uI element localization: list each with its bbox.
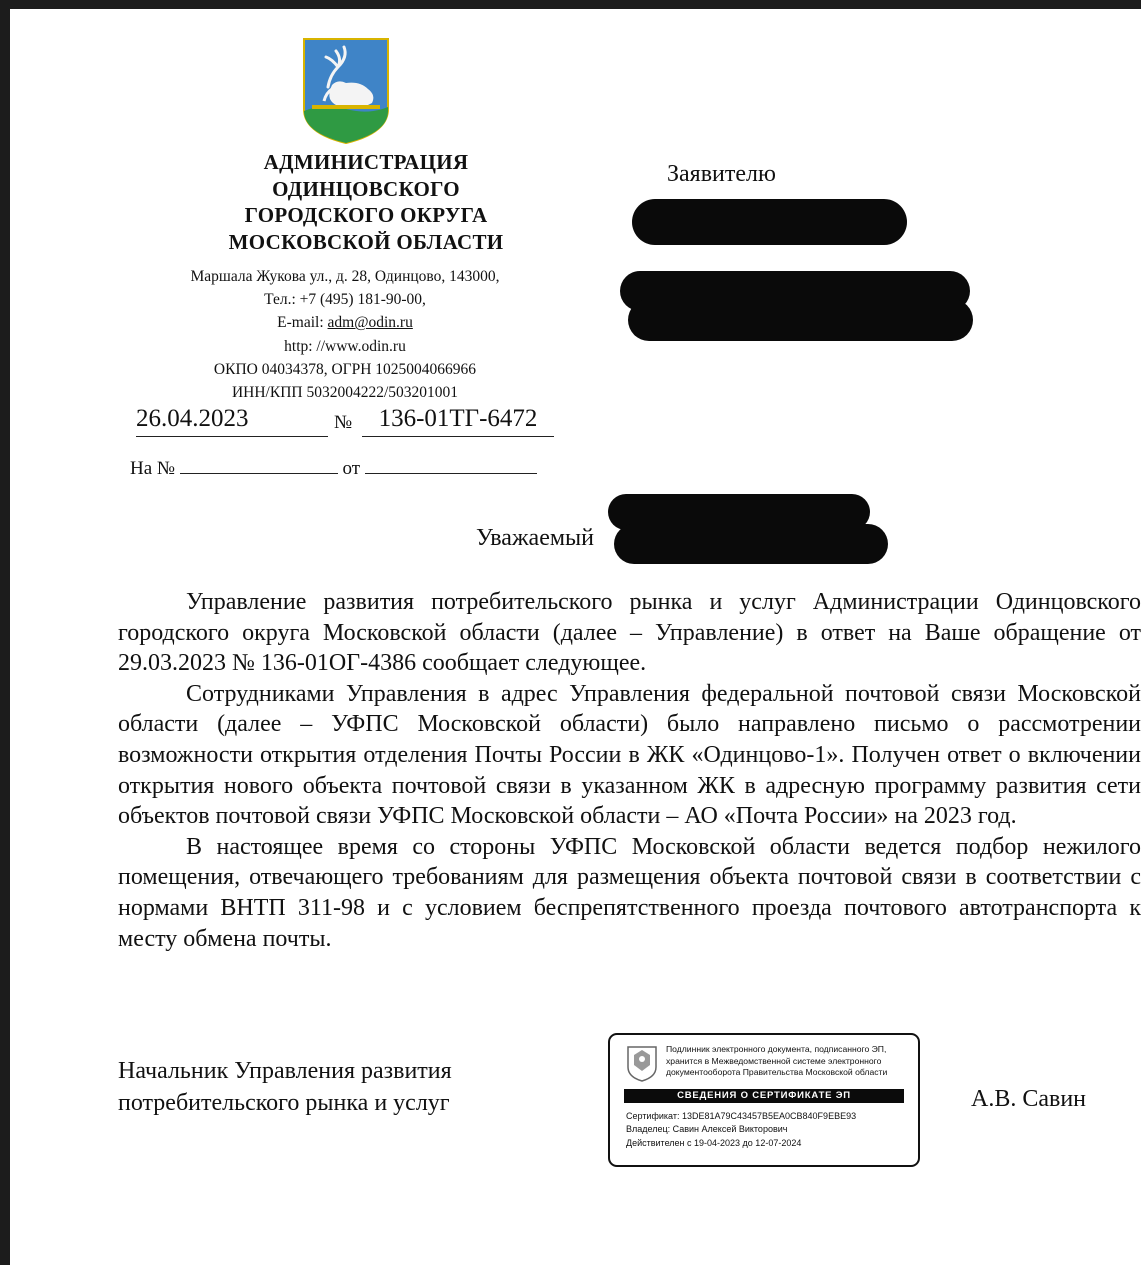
redaction-greeting-name [614, 524, 888, 564]
org-line: МОСКОВСКОЙ ОБЛАСТИ [228, 229, 504, 254]
moscow-region-emblem-icon [625, 1043, 659, 1083]
body-paragraph: В настоящее время со стороны УФПС Московской области ведется подбор нежилого помещения, отвечающего требованиям для размещения объекта почтовой связи в соответствии с нормами ВНТП 311-98 и с условием беспрепятственного проезда почтового автотранспорта к месту обмена почты. [118, 833, 1141, 952]
registration-date: 26.04.2023 [136, 405, 328, 437]
number-sign: № [334, 412, 353, 433]
email-line [140, 311, 550, 334]
org-line: АДМИНИСТРАЦИЯ [263, 150, 469, 174]
reference-prefix: На № [130, 458, 176, 479]
body-paragraph: Сотрудниками Управления в адрес Управления федеральной почтовой связи Московской области (далее – УФПС Московской области) было направлено письмо о рассмотрении возможности открытия отделения Почты России в ЖК «Одинцово-1». Получен ответ о включении открытия нового объекта почтовой связи в указанном ЖК в адресную программу развития сети объектов почтовой связи УФПС Московской области – АО «Почта России» на 2023 год. [118, 680, 1141, 830]
reference-number-blank [180, 455, 338, 474]
org-line: ОДИНЦОВСКОГО [272, 176, 460, 201]
email-link[interactable]: adm@odin.ru [327, 314, 413, 332]
signer-name: А.В. Савин [971, 1086, 1087, 1112]
okpo-ogrn: ОКПО 04034378, ОГРН 1025004066966 [213, 360, 477, 378]
certificate-note-line: документооборота Правительства Московской области [666, 1067, 888, 1077]
certificate-note [666, 1044, 920, 1079]
signer-position-line: потребительского рынка и услуг [118, 1089, 450, 1116]
reference-line [130, 455, 537, 480]
registration-number: 136-01ТГ-6472 [362, 405, 554, 437]
coat-of-arms-icon [302, 37, 390, 145]
org-line: ГОРОДСКОГО ОКРУГА [244, 203, 488, 227]
certificate-validity: Действителен с 19-04-2023 до 12-07-2024 [626, 1137, 802, 1148]
greeting: Уважаемый [476, 525, 594, 551]
certificate-fields [626, 1110, 916, 1150]
reference-from: от [342, 458, 361, 479]
letter-page [10, 9, 1141, 1265]
reference-date-blank [365, 455, 537, 474]
certificate-serial: Сертификат: 13DE81A79C43457B5EA0CB840F9EBE93 [626, 1111, 857, 1121]
certificate-note-line: хранится в Межведомственной системе электронного [666, 1055, 882, 1066]
letter-body [118, 587, 1141, 954]
recipient-label: Заявителю [667, 161, 776, 187]
certificate-title: СВЕДЕНИЯ О СЕРТИФИКАТЕ ЭП [624, 1089, 904, 1103]
organization-name [170, 149, 562, 255]
certificate-note-line: Подлинник электронного документа, подписанного ЭП, [666, 1044, 887, 1054]
email-label: E-mail: [277, 314, 328, 332]
registration-line [136, 405, 556, 441]
phone: Тел.: +7 (495) 181-90-00, [264, 291, 426, 309]
website: http: //www.odin.ru [284, 337, 406, 355]
e-signature-stamp [608, 1033, 920, 1167]
address: Маршала Жукова ул., д. 28, Одинцово, 143000, [190, 268, 500, 285]
certificate-owner: Владелец: Савин Алексей Викторович [626, 1124, 788, 1135]
signer-position [118, 1056, 452, 1119]
redaction-recipient-name [632, 199, 907, 245]
inn-kpp: ИНН/КПП 5032004222/503201001 [231, 384, 459, 402]
signer-position-line: Начальник Управления развития [118, 1058, 452, 1084]
contact-block [140, 265, 550, 404]
body-paragraph: Управление развития потребительского рынка и услуг Администрации Одинцовского городского округа Московской области (далее – Управление) в ответ на Ваше обращение от 29.03.2023 № 136-01ОГ-4386 сообщает следующее. [118, 589, 1141, 677]
redaction-recipient-address [628, 299, 973, 341]
